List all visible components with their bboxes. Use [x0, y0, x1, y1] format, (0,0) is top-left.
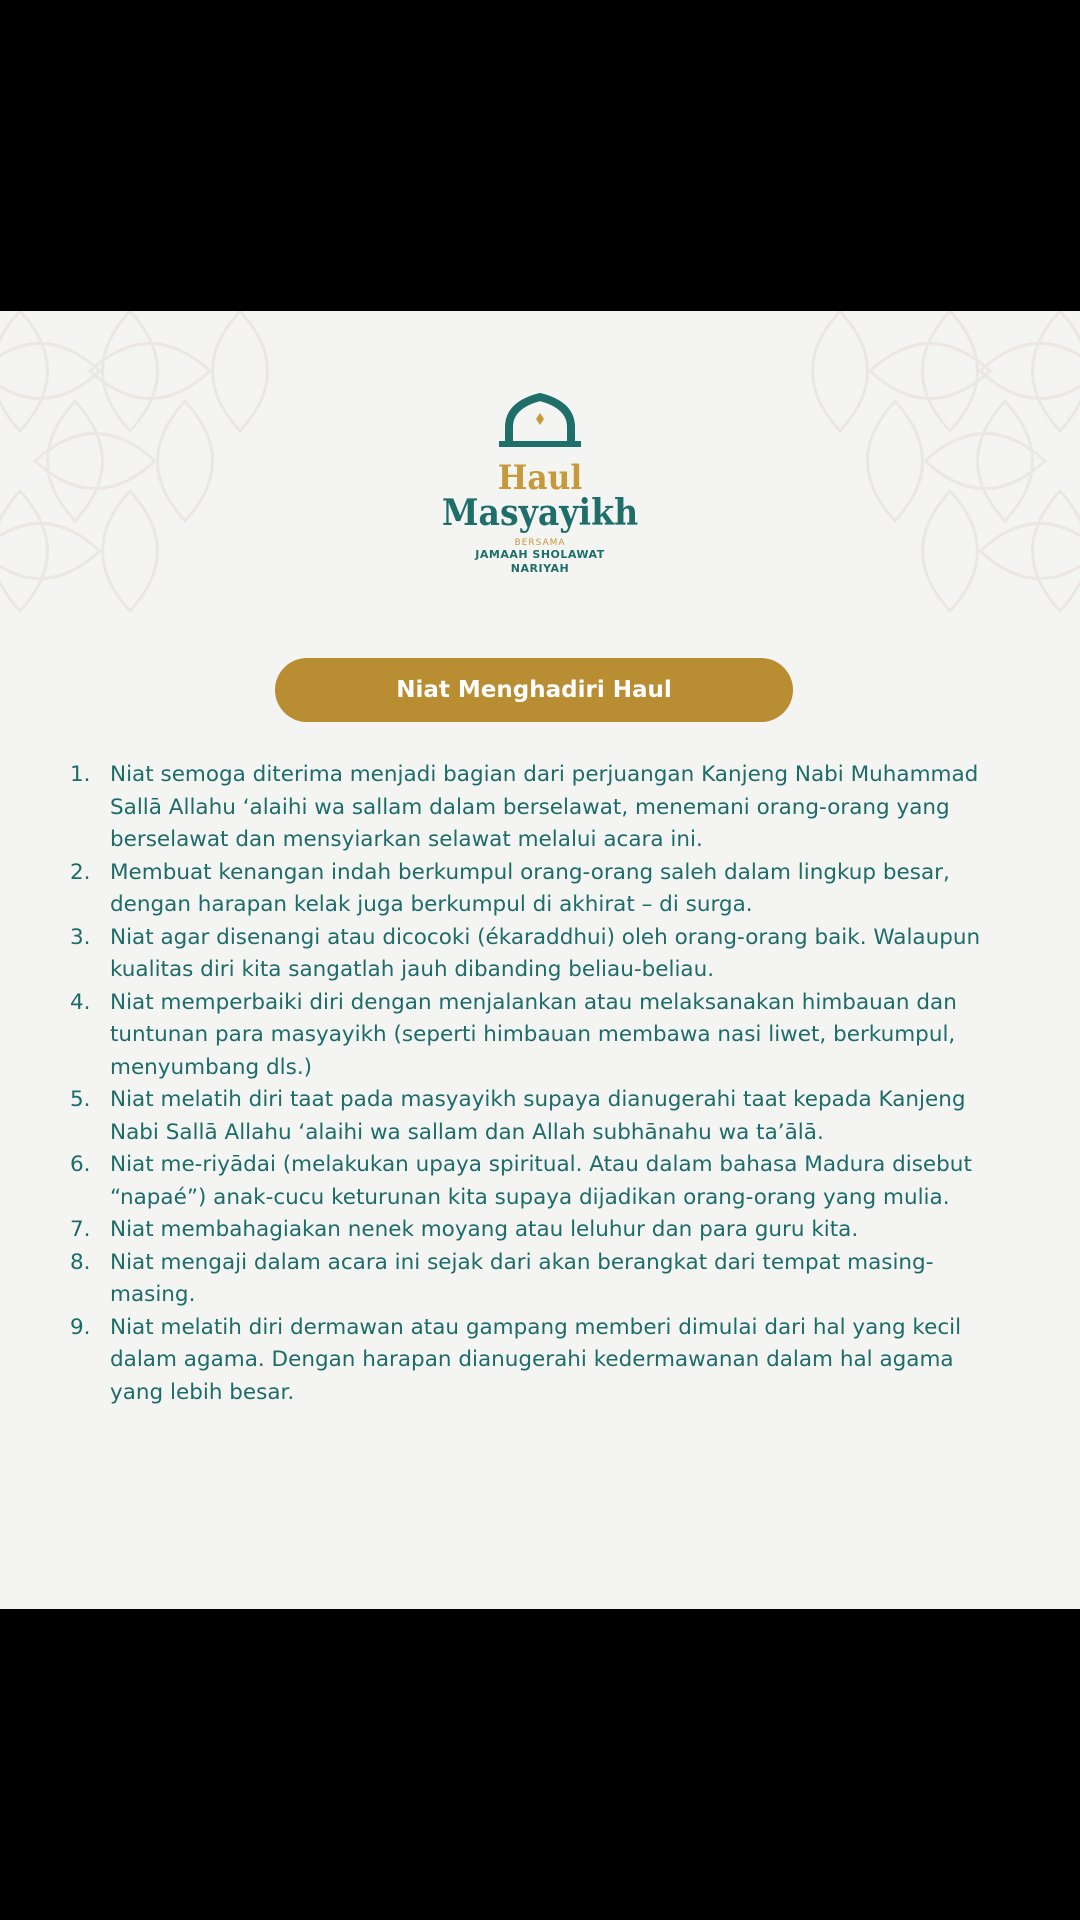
list-item-number: 2.	[70, 859, 91, 885]
list-item-number: 6.	[70, 1152, 91, 1177]
list-item-text: Niat mengaji dalam acara ini sejak dari akan berangkat dari tempat masing-masing.	[110, 1249, 934, 1307]
list-item	[70, 1247, 1005, 1312]
logo-subtitle-nariyah: NARIYAH	[510, 562, 570, 575]
list-item-number: 1.	[70, 762, 91, 787]
list-item	[70, 857, 1005, 922]
logo-subtitle-jamaah: JAMAAH SHOLAWAT	[475, 548, 605, 561]
list-item-number: 8.	[70, 1249, 91, 1275]
list-item-number: 7.	[70, 1217, 91, 1242]
list-item-text: Niat agar disenangi atau dicocoki (ékaraddhui) oleh orang-orang baik. Walaupun kualitas diri kita sangatlah jauh dibanding beliau-beliau.	[110, 924, 981, 982]
logo-title-masyayikh: Masyayikh	[441, 492, 639, 534]
section-title: Niat Menghadiri Haul	[396, 677, 672, 703]
logo-title-haul: Haul	[497, 458, 583, 498]
list-item-text: Niat me-riyādai (melakukan upaya spiritual. Atau dalam bahasa Madura disebut “napaé”) anak-cucu keturunan kita supaya dijadikan orang-orang yang mulia.	[110, 1152, 972, 1210]
list-item-text: Niat semoga diterima menjadi bagian dari perjuangan Kanjeng Nabi Muhammad Sallā Allahu ‘alaihi wa sallam dalam berselawat, menemani orang-orang yang berselawat dan mensyiarkan selawat melalui acara ini.	[110, 762, 979, 852]
list-item	[70, 922, 1005, 987]
list-item-number: 9.	[70, 1314, 91, 1340]
list-item	[70, 1149, 1005, 1214]
list-item-text: Niat melatih diri taat pada masyayikh supaya dianugerahi taat kepada Kanjeng Nabi Sallā Allahu ‘alaihi wa sallam dan Allah subhānahu wa ta’ālā.	[110, 1087, 966, 1145]
list-item-number: 3.	[70, 924, 91, 950]
list-item-number: 5.	[70, 1087, 91, 1112]
list-item	[70, 1214, 1005, 1247]
list-item-text: Niat memperbaiki diri dengan menjalankan atau melaksanakan himbauan dan tuntunan para masyayikh (seperti himbauan membawa nasi liwet, berkumpul, menyumbang dls.)	[110, 989, 957, 1080]
logo-subtitle-bersama: BERSAMA	[514, 538, 566, 548]
poster	[0, 311, 1080, 1609]
list-item	[70, 1312, 1005, 1410]
list-item	[70, 759, 1005, 857]
list-item-number: 4.	[70, 989, 91, 1015]
list-item-text: Membuat kenangan indah berkumpul orang-orang saleh dalam lingkup besar, dengan harapan kelak juga berkumpul di akhirat – di surga.	[110, 859, 950, 917]
list-item-text: Niat melatih diri dermawan atau gampang memberi dimulai dari hal yang kecil dalam agama. Dengan harapan dianugerahi kedermawanan dalam hal agama yang lebih besar.	[110, 1314, 962, 1405]
list-item	[70, 1084, 1005, 1149]
mosque-dome-icon	[497, 393, 583, 453]
list-item	[70, 987, 1005, 1085]
niat-list	[70, 759, 1005, 1409]
section-title-pill	[275, 658, 793, 722]
list-item-text: Niat membahagiakan nenek moyang atau leluhur dan para guru kita.	[110, 1217, 859, 1242]
haul-masyayikh-logo	[0, 393, 1080, 576]
